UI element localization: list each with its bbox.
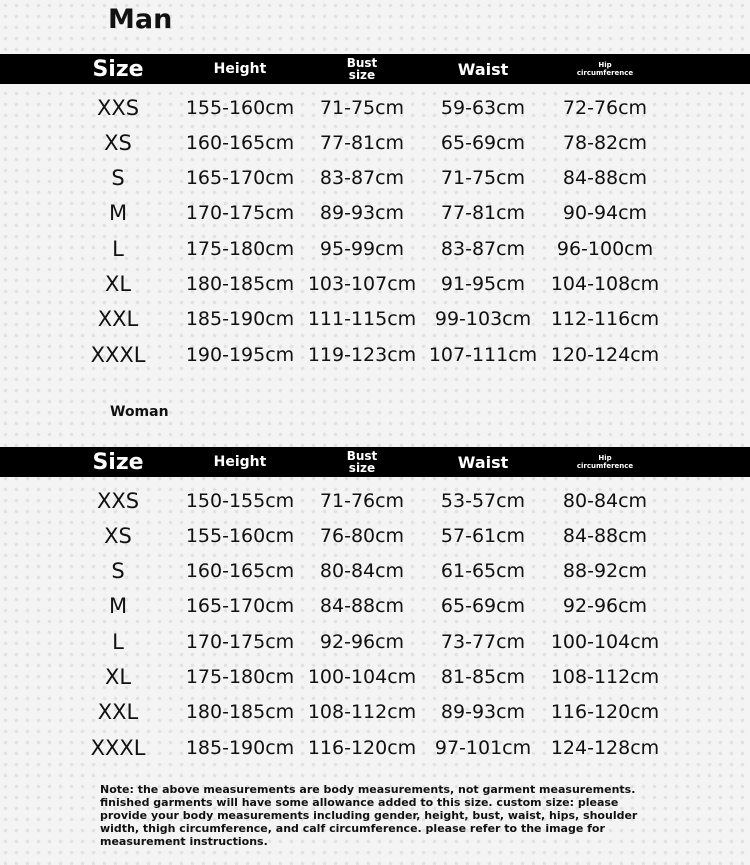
- header-size: Size: [92, 449, 144, 475]
- cell-hip: 116-120cm: [550, 701, 660, 724]
- table-row: [0, 90, 750, 125]
- cell-hip: 104-108cm: [550, 272, 660, 295]
- cell-waist: 73-77cm: [440, 630, 526, 653]
- cell-waist: 83-87cm: [440, 237, 526, 260]
- header-height: Height: [213, 454, 267, 470]
- cell-bust: 77-81cm: [319, 131, 405, 154]
- cell-height: 185-190cm: [185, 736, 295, 759]
- cell-height: 185-190cm: [185, 308, 295, 331]
- table-row: [0, 518, 750, 553]
- cell-bust: 92-96cm: [319, 630, 405, 653]
- cell-waist: 53-57cm: [440, 489, 526, 512]
- header-size: Size: [92, 56, 144, 82]
- table-row: [0, 161, 750, 196]
- cell-size: XXXL: [90, 735, 146, 760]
- cell-bust: 100-104cm: [307, 665, 417, 688]
- header-hip-line2: circumference: [576, 69, 634, 77]
- cell-bust: 76-80cm: [319, 524, 405, 547]
- table-row: [0, 695, 750, 730]
- cell-waist: 71-75cm: [440, 167, 526, 190]
- header-hip-line1: Hip: [598, 61, 612, 69]
- cell-waist: 107-111cm: [428, 343, 538, 366]
- header-hip-line2: circumference: [576, 462, 634, 470]
- table-row: [0, 231, 750, 266]
- man-header-row: [0, 54, 750, 84]
- measurement-note: Note: the above measurements are body measurements, not garment measurements. finished garments will have some allowance added to this size. custom size: please provide your body measurements including gender, height, bust, waist, hips, shoulder width, thigh circumference, and calf circumference. please refer to the image for measurement instructions.: [100, 783, 638, 848]
- cell-height: 150-155cm: [185, 489, 295, 512]
- cell-waist: 65-69cm: [440, 595, 526, 618]
- cell-height: 160-165cm: [185, 131, 295, 154]
- cell-waist: 61-65cm: [440, 560, 526, 583]
- cell-hip: 90-94cm: [562, 202, 648, 225]
- table-row: [0, 554, 750, 589]
- cell-height: 170-175cm: [185, 202, 295, 225]
- woman-header-row: [0, 447, 750, 477]
- cell-waist: 97-101cm: [434, 736, 532, 759]
- cell-waist: 91-95cm: [440, 272, 526, 295]
- cell-hip: 78-82cm: [562, 131, 648, 154]
- cell-height: 180-185cm: [185, 272, 295, 295]
- cell-bust: 71-76cm: [319, 489, 405, 512]
- table-row: [0, 659, 750, 694]
- cell-height: 190-195cm: [185, 343, 295, 366]
- cell-hip: 92-96cm: [562, 595, 648, 618]
- cell-bust: 89-93cm: [319, 202, 405, 225]
- cell-waist: 65-69cm: [440, 131, 526, 154]
- cell-size: XXL: [97, 700, 139, 725]
- cell-hip: 120-124cm: [550, 343, 660, 366]
- header-bust: [322, 447, 402, 477]
- cell-size: XS: [104, 523, 132, 548]
- cell-bust: 95-99cm: [319, 237, 405, 260]
- cell-waist: 99-103cm: [434, 308, 532, 331]
- cell-size: XS: [104, 130, 132, 155]
- table-row: [0, 483, 750, 518]
- header-hip: [565, 447, 645, 477]
- cell-height: 155-160cm: [185, 524, 295, 547]
- cell-hip: 80-84cm: [562, 489, 648, 512]
- cell-waist: 59-63cm: [440, 96, 526, 119]
- cell-height: 175-180cm: [185, 237, 295, 260]
- cell-hip: 96-100cm: [556, 237, 654, 260]
- header-bust-line2: size: [348, 461, 376, 475]
- header-bust-line1: Bust: [346, 56, 378, 70]
- cell-hip: 124-128cm: [550, 736, 660, 759]
- cell-hip: 84-88cm: [562, 167, 648, 190]
- cell-hip: 88-92cm: [562, 560, 648, 583]
- cell-size: XL: [104, 271, 132, 296]
- man-section-title: Man: [108, 4, 173, 35]
- cell-hip: 112-116cm: [550, 308, 660, 331]
- cell-bust: 116-120cm: [307, 736, 417, 759]
- cell-bust: 83-87cm: [319, 167, 405, 190]
- cell-waist: 57-61cm: [440, 524, 526, 547]
- cell-hip: 100-104cm: [550, 630, 660, 653]
- cell-hip: 84-88cm: [562, 524, 648, 547]
- cell-size: L: [112, 236, 124, 261]
- table-row: [0, 337, 750, 372]
- header-waist: Waist: [457, 452, 509, 472]
- cell-size: XL: [104, 664, 132, 689]
- table-row: [0, 266, 750, 301]
- table-row: [0, 125, 750, 160]
- header-height: Height: [213, 61, 267, 77]
- cell-size: XXXL: [90, 342, 146, 367]
- header-bust: [322, 54, 402, 84]
- table-row: [0, 589, 750, 624]
- cell-height: 165-170cm: [185, 167, 295, 190]
- table-row: [0, 302, 750, 337]
- header-hip-line1: Hip: [598, 454, 612, 462]
- cell-height: 170-175cm: [185, 630, 295, 653]
- cell-height: 180-185cm: [185, 701, 295, 724]
- header-waist: Waist: [457, 59, 509, 79]
- woman-size-table: [0, 483, 750, 765]
- table-row: [0, 730, 750, 765]
- cell-bust: 119-123cm: [307, 343, 417, 366]
- cell-bust: 71-75cm: [319, 96, 405, 119]
- cell-size: M: [108, 201, 128, 226]
- cell-size: L: [112, 629, 124, 654]
- cell-height: 175-180cm: [185, 665, 295, 688]
- table-row: [0, 196, 750, 231]
- cell-height: 155-160cm: [185, 96, 295, 119]
- table-row: [0, 624, 750, 659]
- cell-bust: 111-115cm: [307, 308, 417, 331]
- man-size-table: [0, 90, 750, 372]
- header-bust-line1: Bust: [346, 449, 378, 463]
- cell-waist: 77-81cm: [440, 202, 526, 225]
- cell-bust: 80-84cm: [319, 560, 405, 583]
- cell-height: 165-170cm: [185, 595, 295, 618]
- cell-bust: 108-112cm: [307, 701, 417, 724]
- cell-size: XXS: [96, 95, 140, 120]
- cell-bust: 84-88cm: [319, 595, 405, 618]
- cell-size: XXL: [97, 307, 139, 332]
- cell-size: M: [108, 594, 128, 619]
- cell-size: S: [111, 559, 125, 584]
- header-bust-line2: size: [348, 68, 376, 82]
- cell-size: XXS: [96, 488, 140, 513]
- cell-bust: 103-107cm: [307, 272, 417, 295]
- cell-height: 160-165cm: [185, 560, 295, 583]
- woman-section-title: Woman: [110, 404, 169, 420]
- header-hip: [565, 54, 645, 84]
- cell-hip: 72-76cm: [562, 96, 648, 119]
- cell-size: S: [111, 166, 125, 191]
- cell-hip: 108-112cm: [550, 665, 660, 688]
- cell-waist: 89-93cm: [440, 701, 526, 724]
- cell-waist: 81-85cm: [440, 665, 526, 688]
